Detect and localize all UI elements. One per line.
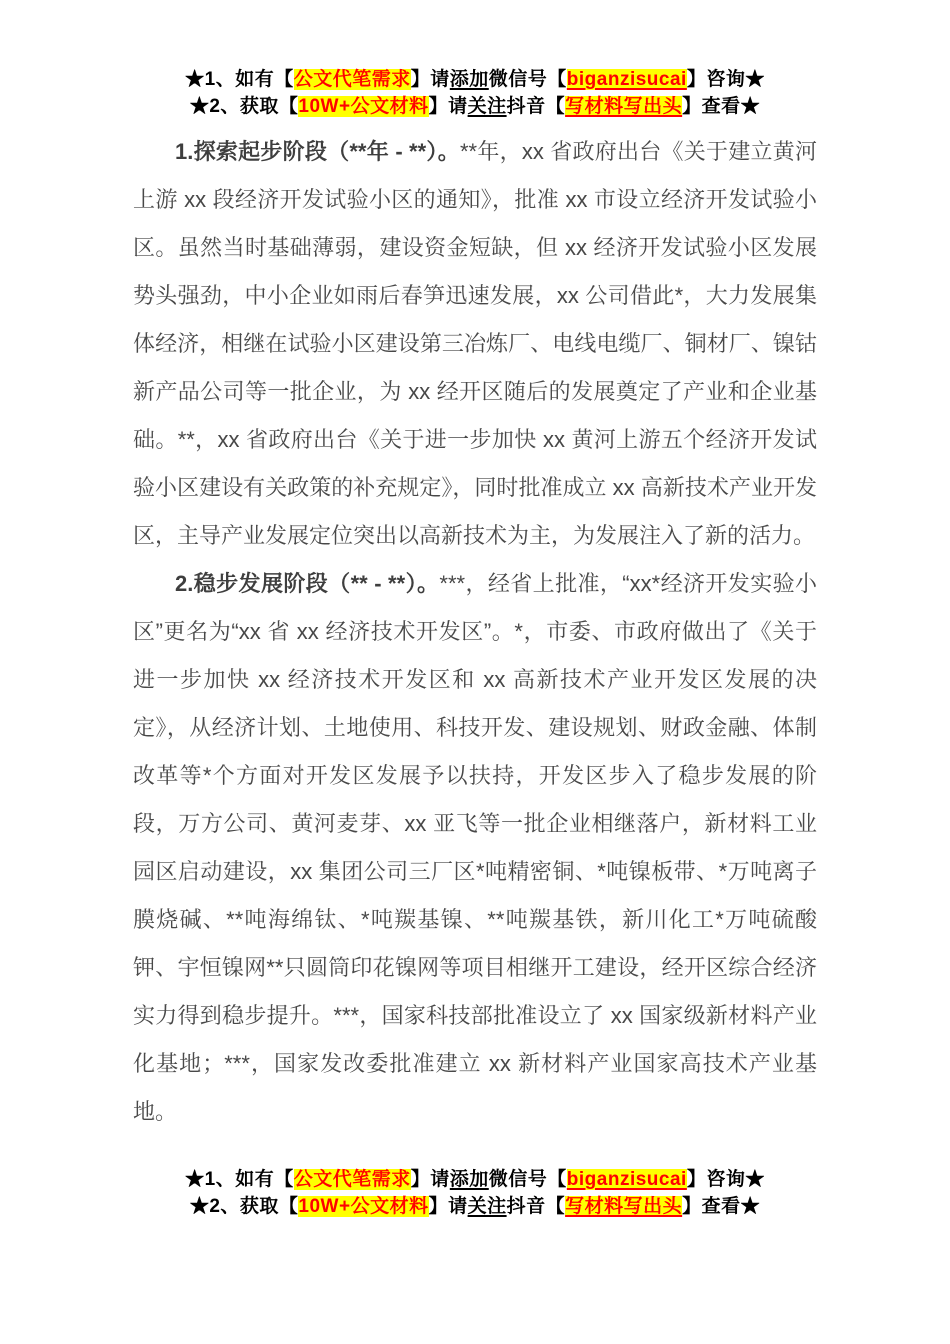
promo-footer-line-2 <box>133 1193 817 1220</box>
promo-header-line-1 <box>133 66 817 93</box>
document-body <box>133 128 817 1136</box>
promo-mid: 】请 <box>428 96 468 117</box>
paragraph-stage-2 <box>133 560 817 1136</box>
promo-highlight-douyin-id: 写材料写出头 <box>565 1196 683 1217</box>
paragraph-stage-1 <box>133 128 817 560</box>
promo-highlight-wechat-id: biganzisucai <box>566 69 687 90</box>
promo-mid: 抖音【 <box>506 96 566 117</box>
promo-suffix: 】咨询★ <box>686 69 765 90</box>
promo-mid: 微信号【 <box>488 69 567 90</box>
promo-underline-add: 添加 <box>449 1169 489 1190</box>
promo-prefix: ★2、获取【 <box>189 1196 299 1217</box>
promo-header-line-2 <box>133 93 817 120</box>
promo-highlight-douyin-id: 写材料写出头 <box>565 96 683 117</box>
promo-highlight-service: 公文代笔需求 <box>293 1169 411 1190</box>
promo-prefix: ★1、如有【 <box>185 1169 294 1190</box>
paragraph-1-heading: 1.探索起步阶段（**年 - **）。 <box>175 139 460 164</box>
promo-footer <box>133 1166 817 1220</box>
promo-suffix: 】查看★ <box>682 96 761 117</box>
promo-header <box>133 66 817 120</box>
promo-mid: 】请 <box>410 1169 450 1190</box>
promo-underline-follow: 关注 <box>467 1196 507 1217</box>
promo-highlight-materials: 10W+公文材料 <box>298 96 429 117</box>
promo-prefix: ★2、获取【 <box>189 96 299 117</box>
promo-suffix: 】查看★ <box>682 1196 761 1217</box>
promo-highlight-wechat-id: biganzisucai <box>566 1169 687 1190</box>
paragraph-2-heading: 2.稳步发展阶段（** - **）。 <box>175 571 440 596</box>
promo-mid: 抖音【 <box>506 1196 566 1217</box>
promo-mid: 】请 <box>428 1196 468 1217</box>
promo-mid: 】请 <box>410 69 450 90</box>
promo-underline-follow: 关注 <box>467 96 507 117</box>
promo-underline-add: 添加 <box>449 69 489 90</box>
promo-prefix: ★1、如有【 <box>185 69 294 90</box>
promo-highlight-service: 公文代笔需求 <box>293 69 411 90</box>
paragraph-2-text: ***，经省上批准，“xx*经济开发实验小区”更名为“xx 省 xx 经济技术开发区”。*，市委、市政府做出了《关于进一步加快 xx 经济技术开发区和 xx 高新技术产业开发区发展的决定》，从经济计划、土地使用、科技开发、建设规划、财政金融、体制改革等*个方面对开发区发展予以扶持，开发区步入了稳步发展的阶段，万方公司、黄河麦芽、xx 亚飞等一批企业相继落户，新材料工业园区启动建设，xx 集团公司三厂区*吨精密铜、*吨镍板带、*万吨离子膜烧碱、**吨海绵钛、*吨羰基镍、**吨羰基铁，新川化工*万吨硫酸钾、宇恒镍网**只圆筒印花镍网等项目相继开工建设，经开区综合经济实力得到稳步提升。***，国家科技部批准设立了 xx 国家级新材料产业化基地；***，国家发改委批准建立 xx 新材料产业国家高技术产业基地。 <box>133 571 817 1124</box>
promo-suffix: 】咨询★ <box>686 1169 765 1190</box>
promo-highlight-materials: 10W+公文材料 <box>298 1196 429 1217</box>
promo-mid: 微信号【 <box>488 1169 567 1190</box>
paragraph-1-text: **年，xx 省政府出台《关于建立黄河上游 xx 段经济开发试验小区的通知》，批准 xx 市设立经济开发试验小区。虽然当时基础薄弱，建设资金短缺，但 xx 经济开发试验小区发展势头强劲，中小企业如雨后春笋迅速发展，xx 公司借此*，大力发展集体经济，相继在试验小区建设第三冶炼厂、电线电缆厂、铜材厂、镍钴新产品公司等一批企业，为 xx 经开区随后的发展奠定了产业和企业基础。**，xx 省政府出台《关于进一步加快 xx 黄河上游五个经济开发试验小区建设有关政策的补充规定》，同时批准成立 xx 高新技术产业开发区，主导产业发展定位突出以高新技术为主，为发展注入了新的活力。 <box>133 139 817 548</box>
promo-footer-line-1 <box>133 1166 817 1193</box>
